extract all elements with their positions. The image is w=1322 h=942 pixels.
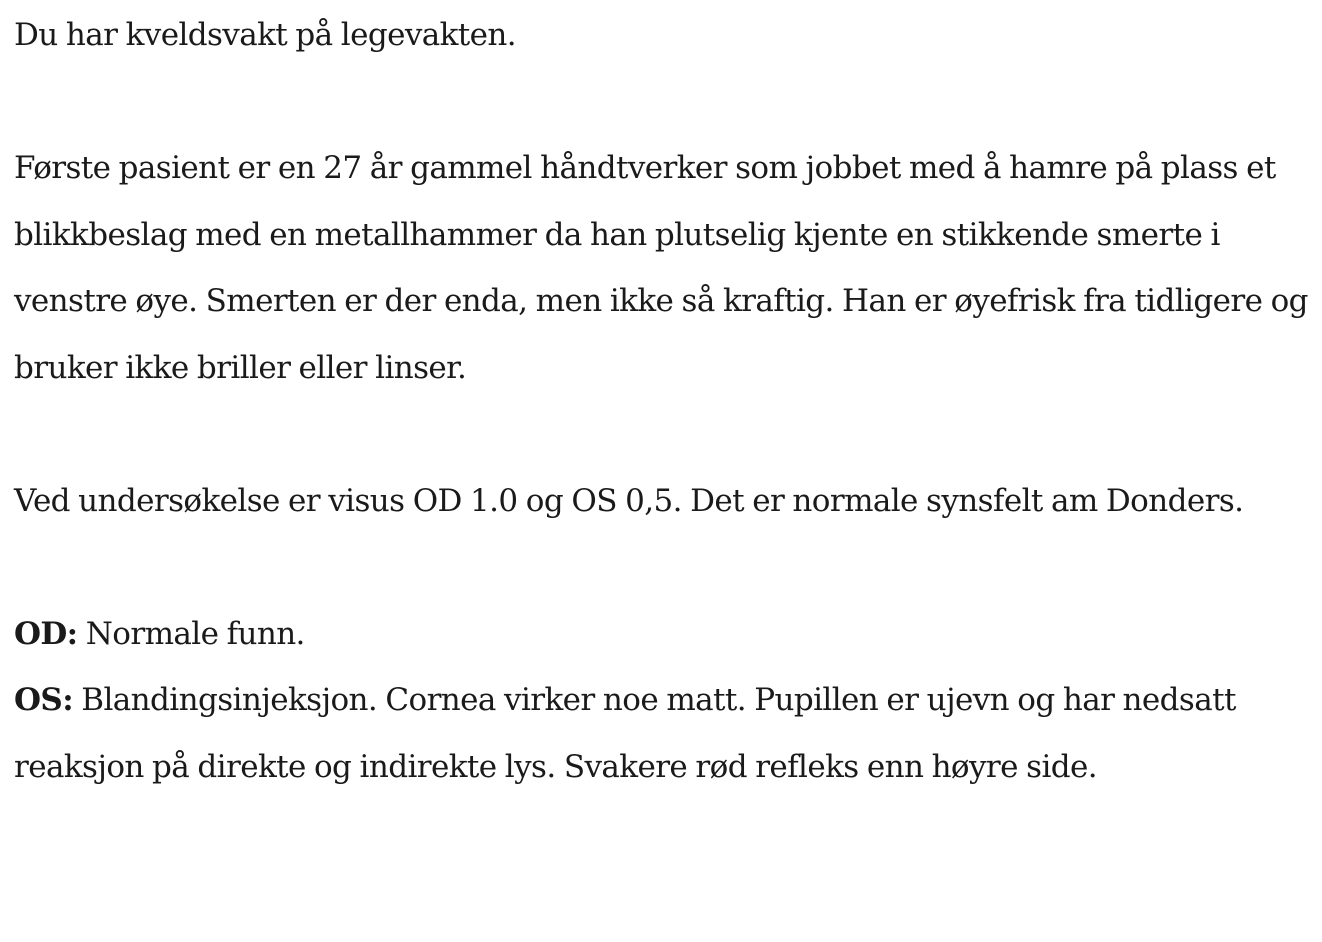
case-intro: Du har kveldsvakt på legevakten. [14,17,517,53]
finding-od-text: Normale funn. [77,615,305,652]
finding-os-text: Blandingsinjeksjon. Cornea virker noe matt. Pupillen er ujevn og har nedsatt reaksjon på direkte og indirekte lys. Svakere rød refleks enn høyre side. [14,682,1236,785]
finding-os-label: OS: [14,682,74,718]
finding-os [14,667,1308,800]
case-history: Første pasient er en 27 år gammel håndtverker som jobbet med å hamre på plass et blikkbeslag med en metallhammer da han plutselig kjente en stikkende smerte i venstre øye. Smerten er der enda, men ikke så kraftig. Han er øyefrisk fra tidligere og bruker ikke briller eller linser. [14,150,1308,386]
finding-od-label: OD: [14,615,78,652]
case-examination: Ved undersøkelse er visus OD 1.0 og OS 0,5. Det er normale synsfelt am Donders. [14,482,1244,519]
finding-od [14,601,1308,668]
